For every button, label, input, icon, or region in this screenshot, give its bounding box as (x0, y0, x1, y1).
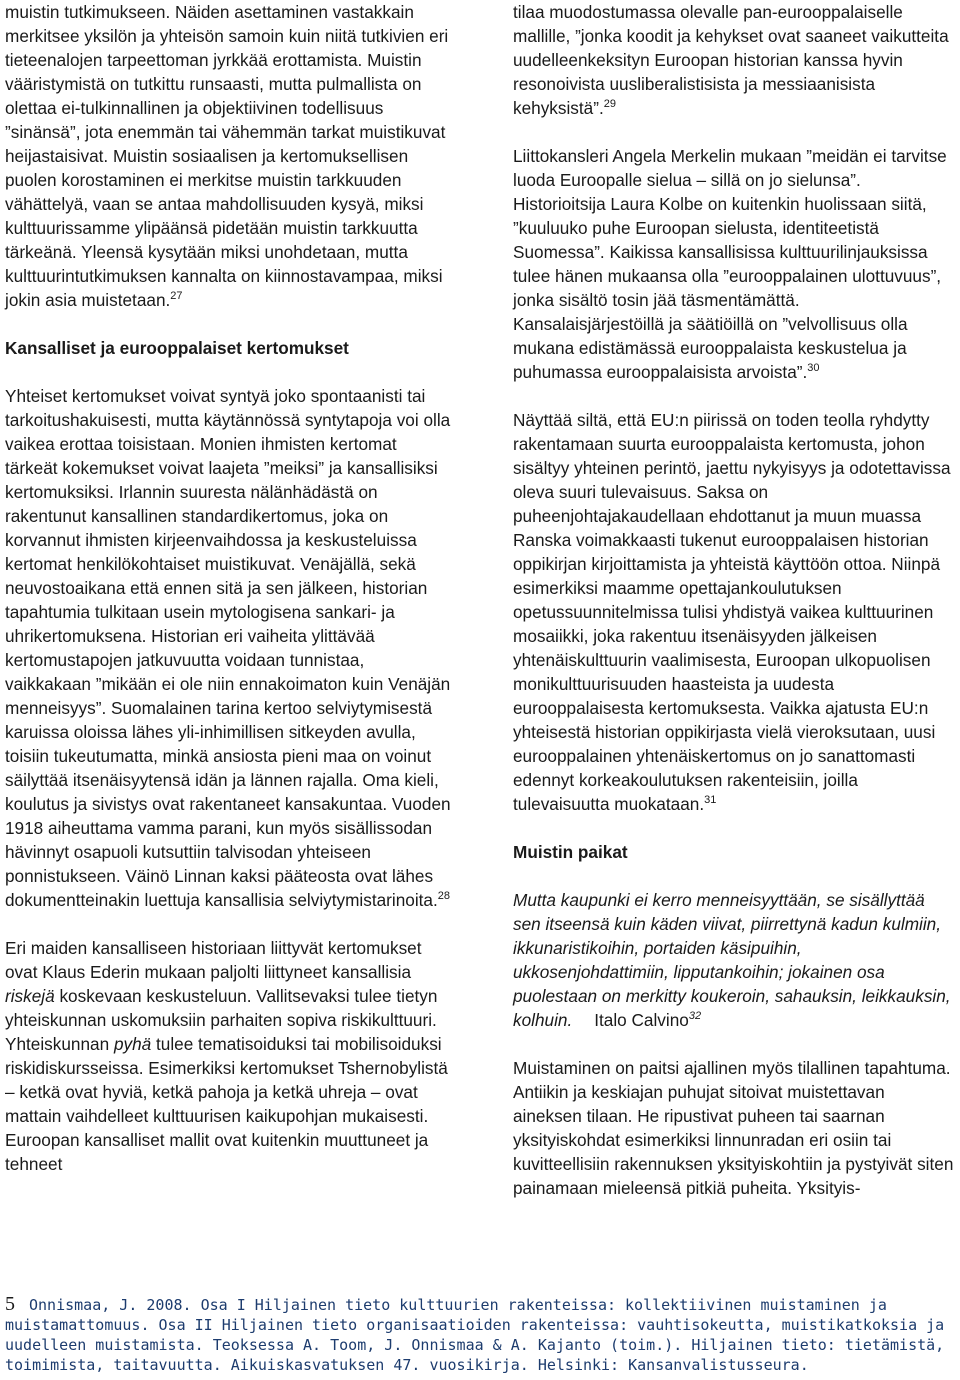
footnote-text: Onnismaa, J. 2008. Osa I Hiljainen tieto kulttuurien rakenteissa: kollektiivinen muistaminen ja muistamattomuus. Osa II Hiljainen tieto organisaatioiden rakenteissa: vauhtisokeutta, muistikatkoksia ja uudelleen muistamista. Teoksessa A. Toom, J. Onnismaa & A. Kajanto (toim.). Hiljainen tieto: tietämistä, toimimista, taitavuutta. Aikuiskasvatuksen 47. vuosikirja. Helsinki: Kansanvalistusseura. (5, 1296, 945, 1374)
paragraph: tilaa muodostumassa olevalle pan-eurooppalaiselle mallille, ”jonka koodit ja kehykset ovat saaneet vaikutteita uudelleenkeksityn Euroopan historian kanssa hyvin resonoivista uusliberalistisista ja messiaanisista kehyksistä”.$^{29}$ (513, 2, 949, 118)
paragraph: Yhteiset kertomukset voivat syntyä joko spontaanisti tai tarkoitushakuisesti, mutta käytännössä syntytapoja voi olla vaikea erottaa toisistaan. Monien ihmisten kertomat tärkeät kokemukset voivat laajeta ”meiksi” ja kansallisiksi kertomuksiksi. Irlannin suuresta nälänhädästä on rakentunut kansallinen standardikertomus, joka on korvannut ihmisten kirjeenvaihdossa ja keskusteluissa kertomat henkilökohtaiset muistikuvat. Venäjällä, sekä neuvostoaikana että ennen sitä ja sen jälkeen, historian tapahtumia tulkitaan usein mytologisena sankari- ja uhrikertomuksena. Historian eri vaiheita ylittävää kertomustapojen jatkuvuutta voidaan tunnistaa, vaikkakaan ”mikään ei ole niin ennakoimaton kuin Venäjän menneisyys”. Suomalainen tarina kertoo selviytymisestä karuissa oloissa lähes yli-inhimillisen sitkeyden avulla, toisiin tukeutumatta, minkä ansiosta pieni maa on voinut säilyttää itsenäisyytensä idän ja lännen rajalla. Oma kieli, koulutus ja sivistys ovat rakentaneet kansakuntaa. Vuoden 1918 aiheuttama vamma parani, kun myös sisällissodan hävinnyt osapuoli kutsuttiin talvisodan yhteiseen ponnistukseen. Väinö Linnan kaksi pääteosta ovat lähes dokumentteinakin luettuja kansallisia selviytymistarinoita.$^{28}$ (5, 386, 451, 910)
footnote-ref: 27 (170, 290, 183, 302)
quote-author: Italo Calvino (594, 1010, 689, 1030)
footnote-ref: 31 (704, 794, 717, 806)
footnote-ref: 30 (807, 362, 820, 374)
footnote (5, 1294, 955, 1375)
paragraph: Näyttää siltä, että EU:n piirissä on toden teolla ryhdytty rakentamaan suurta eurooppalaista kertomusta, johon sisältyy yhteinen perintö, jaettu nykyisyys ja odotettavissa oleva suuri tulevaisuus. Saksa on puheenjohtajakaudellaan ehdottanut ja muun muassa Ranska voimakkaasti tukenut eurooppalaisen historian oppikirjan kirjoittamista ja yhteistä käyttöön ottoa. Niinpä esimerkiksi maamme opettajankoulutuksen opetussuunnitelmissa tulisi yhdistyä vaikea kulttuurinen mosaiikki, joka rakentuu itsenäisyyden jälkeisen yhtenäiskulttuurin vaalimisesta, Euroopan ulkopuolisen monikulttuurisuuden haasteista ja uudesta eurooppalaisesta kertomuksesta. Vaikka ajatusta EU:n yhteisestä historian oppikirjasta vielä vieroksutaan, uusi eurooppalainen yhtenäiskertomus on jo sanattomasti edennyt korkeakoulutuksen rakenteisiin, joilla tulevaisuutta muokataan.$^{31}$ (513, 410, 951, 814)
paragraph: muistin tutkimukseen. Näiden asettaminen vastakkain merkitsee yksilön ja yhteisön samoin kuin niitä tutkivien eri tieteenalojen tarpeettoman jyrkkää erottamista. Muistin vääristymistä on tutkittu runsaasti, mutta pulmallista on olettaa ei-tulkinnallinen ja objektiivinen todellisuus ”sinänsä”, jota enemmän tai vähemmän tarkat muistikuvat heijastaisivat. Muistin sosiaalisen ja kertomuksellisen puolen korostaminen ei merkitse muistin tarkkuuden vähättelyä, vaan se antaa mahdollisuuden kysyä, miksi kulttuurissamme ylipäänsä pidetään muistin tarkkuutta tärkeänä. Yleensä kysytään miksi unohdetaan, mutta kulttuurintutkimuksen kannalta on kiinnostavampaa, miksi jokin asia muistetaan.$^{27}$ (5, 2, 449, 310)
footnote-ref: 32 (688, 1010, 702, 1022)
footnote-number: 5 (5, 1293, 15, 1315)
section-heading: Kansalliset ja eurooppalaiset kertomukset (5, 338, 349, 358)
emphasis: pyhä (113, 1034, 152, 1054)
left-column (5, 0, 453, 1176)
paragraph: Eri maiden kansalliseen historiaan liittyvät kertomukset ovat Klaus Ederin mukaan paljolti liittyneet kansallisia riskejä koskevaan keskusteluun. Vallitsevaksi tulee tietyn yhteiskunnan uskomuksiin parhaiten sopiva riskikulttuuri. Yhteiskunnan pyhä tulee tematisoiduksi tai mobilisoiduksi riskidiskursseissa. Esimerkiksi kertomukset Tshernobylistä – ketkä ovat hyviä, ketkä pahoja ja ketkä uhreja – ovat mattain vaihdelleet kulttuurisen kaikupohjan mukaisesti. Euroopan kansalliset mallit ovat kuitenkin muuttuneet ja tehneet (5, 938, 448, 1174)
paragraph: Muistaminen on paitsi ajallinen myös tilallinen tapahtuma. Antiikin ja keskiajan puhujat sitoivat muistettavan aineksen tilaan. He ripustivat puheen tai saarnan yksityiskohdat esimerkiksi linnunradan eri osiin tai kuvitteellisiin rakennuksen yksityiskohtiin ja pystyivät siten painamaan mieleensä pitkiä puheita. Yksityis- (513, 1058, 954, 1198)
paragraph: Liittokansleri Angela Merkelin mukaan ”meidän ei tarvitse luoda Euroopalle sielua – sillä on jo sielunsa”. Historioitsija Laura Kolbe on kuitenkin huolissaan siitä, ”kuuluuko puhe Euroopan sielusta, identiteetistä Suomessa”. Kaikissa kansallisissa kulttuurilinjauksissa tulee hänen mukaansa olla ”eurooppalainen ulottuvuus”, jonka sisältö tosin jää täsmentämättä. Kansalaisjärjestöillä ja säätiöillä on ”velvollisuus olla mukana edistämässä eurooppalaista keskustelua ja puhumassa eurooppalaisista arvoista”.$^{30}$ (513, 146, 947, 382)
footnote-ref: 28 (437, 890, 451, 902)
footnote-ref: 29 (603, 98, 616, 110)
right-column (513, 0, 955, 1200)
emphasis: riskejä (5, 986, 55, 1006)
epigraph-quote: Mutta kaupunki ei kerro menneisyyttään, se sisällyttää sen itseensä kuin käden viivat, piirrettynä kadun kulmiin, ikkunaristikoihin, portaiden käsipuihin, ukkosenjohdattimiin, lipputankoihin; jokainen osa puolestaan on merkitty koukeroin, sahauksin, leikkauksin, kolhuin. Italo Calvino$^{32}$ (513, 890, 951, 1030)
section-heading: Muistin paikat (513, 842, 628, 862)
